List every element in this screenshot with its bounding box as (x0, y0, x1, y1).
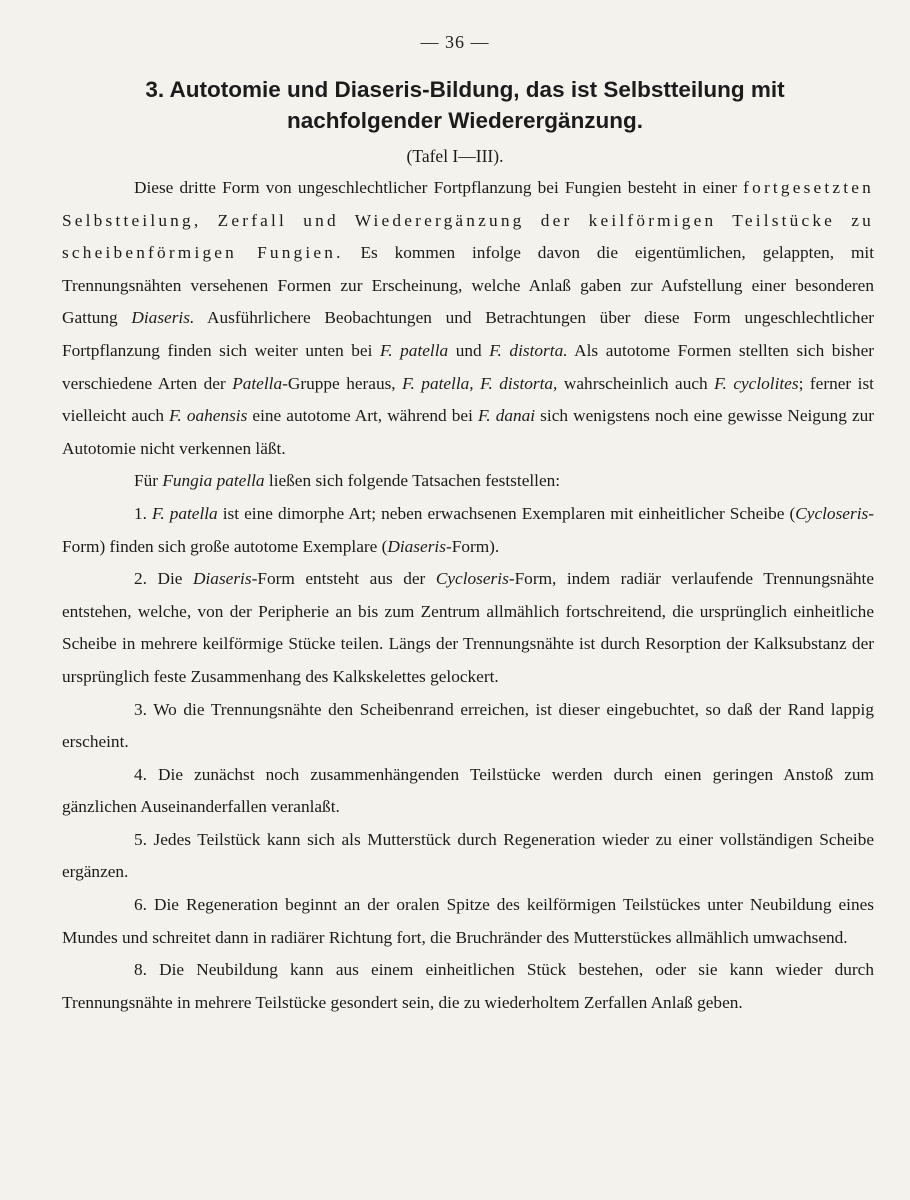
text-span: Als autotome Formen stellten sich bisher verschiedene Arten der (62, 340, 875, 393)
taxon-name: F. patella, F. distorta, (402, 373, 558, 393)
text-span: -Form) finden sich große autotome Exemplare ( (62, 503, 874, 556)
paragraph-facts-intro (62, 465, 874, 498)
text-span: ist eine dimorphe Art; neben erwachsenen Exemplaren mit einheitlicher Scheibe ( (217, 503, 796, 523)
taxon-name: Diaseris (193, 569, 252, 589)
text-span: -Gruppe heraus, (282, 373, 403, 393)
taxon-name: Fungia patella (162, 471, 265, 491)
text-span: Es kommen infolge davon die eigentümlichen, gelappten, mit Trennungsnähten versehenen Formen zur Erscheinung, welche Anlaß gaben zur Aufstellung einer besonderen Gattung (62, 243, 874, 328)
list-item-2 (62, 563, 874, 693)
plate-reference: (Tafel I—III). (406, 146, 504, 166)
page-number: — 36 — (420, 32, 490, 52)
text-span: ließen sich folgende Tatsachen feststellen: (264, 471, 561, 491)
text-span: -Form entsteht aus der (251, 569, 436, 589)
taxon-name: Patella (232, 373, 283, 393)
list-item-1 (62, 498, 874, 563)
spaced-emphasis: fortgesetzten Selbstteilung, Zerfall und Wiederergänzung der keilförmigen Teilstücke zu scheibenförmigen Fungien. (62, 178, 874, 263)
text-span: -Form, indem radiär verlaufende Trennungsnähte entstehen, welche, von der Peripherie an bis zum Zentrum allmählich fortschreitend, die ursprünglich einheitliche Scheibe in mehrere keilförmige Stücke teilen. Längs der Trennungsnähte ist durch Resorption der Kalksubstanz der ursprünglich feste Zusammenhang des Kalkskelettes gelockert. (62, 569, 874, 686)
body-text (62, 172, 874, 1019)
text-span: und (448, 340, 490, 360)
section-heading-line-1: 3. Autotomie und Diaseris-Bildung, das ist Selbstteilung mit (145, 77, 785, 102)
section-heading-line-2: nachfolgender Wiederergänzung. (286, 108, 644, 133)
text-span: Ausführlichere Beobachtungen und Betrachtungen über diese Form ungeschlechtlicher Fortpflanzung finden sich weiter unten bei (62, 308, 874, 360)
section-heading (60, 74, 870, 136)
taxon-name: Diaseris (387, 536, 446, 556)
list-item-8: 8. Die Neubildung kann aus einem einheitlichen Stück bestehen, oder sie kann wieder durch Trennungsnähte in mehrere Teilstücke gesondert sein, die zu wiederholtem Zerfallen Anlaß geben. (62, 960, 874, 1012)
taxon-name: F. cyclolites (714, 373, 799, 393)
paragraph-intro (62, 172, 874, 465)
taxon-name: F. oahensis (169, 406, 248, 426)
text-span: Diese dritte Form von ungeschlechtlicher Fortpflanzung bei Fungien besteht in einer (134, 178, 744, 197)
text-span: 2. Die (134, 569, 194, 589)
text-span: Für (134, 471, 163, 491)
taxon-name: Cycloseris (795, 503, 869, 523)
taxon-name: Diaseris. (131, 308, 195, 328)
text-span: 1. (134, 503, 153, 523)
list-item-5: 5. Jedes Teilstück kann sich als Mutterstück durch Regeneration wieder zu einer vollständigen Scheibe ergänzen. (62, 829, 874, 882)
taxon-name: F. patella (152, 503, 218, 523)
list-item-3: 3. Wo die Trennungsnähte den Scheibenrand erreichen, ist dieser eingebuchtet, so daß der Rand lappig erscheint. (62, 699, 874, 752)
taxon-name: F. distorta. (489, 340, 568, 360)
text-span: -Form). (445, 536, 500, 556)
list-item-4: 4. Die zunächst noch zusammenhängenden Teilstücke werden durch einen geringen Anstoß zum gänzlichen Auseinanderfallen veranlaßt. (62, 764, 874, 817)
taxon-name: F. danai (477, 406, 536, 426)
taxon-name: F. patella (379, 340, 449, 360)
list-item-6: 6. Die Regeneration beginnt an der oralen Spitze des keilförmigen Teilstückes unter Neubildung eines Mundes und schreitet dann in radiärer Richtung fort, die Bruchränder des Mutterstückes allmählich umwachsend. (62, 895, 874, 947)
taxon-name: Cycloseris (435, 569, 509, 589)
text-span: eine autotome Art, während bei (247, 406, 478, 426)
text-span: ; ferner ist vielleicht auch (62, 373, 874, 426)
text-span: wahrscheinlich auch (557, 373, 715, 393)
text-span: sich wenigstens noch eine gewisse Neigung zur Autotomie nicht verkennen läßt. (62, 406, 875, 458)
